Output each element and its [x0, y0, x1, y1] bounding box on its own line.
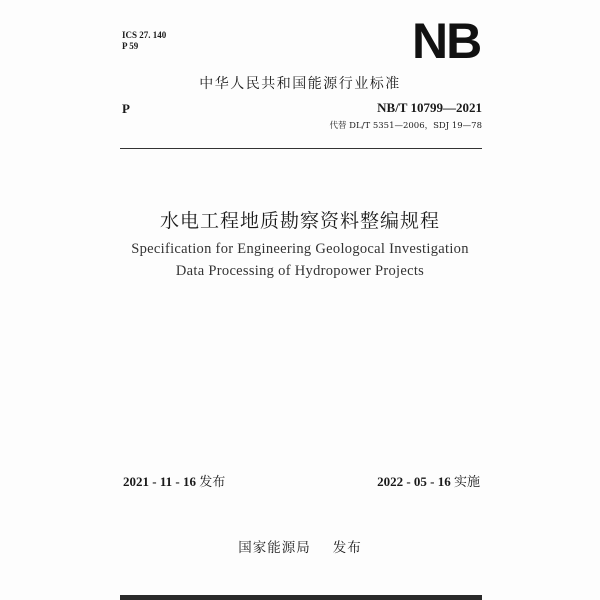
document-title-english-line2: Data Processing of Hydropower Projects: [175, 263, 425, 279]
implementation-label: 实施: [453, 475, 480, 490]
implementation-date: 2022 - 05 - 16: [377, 474, 451, 489]
publisher-line: [0, 536, 600, 556]
standard-category-title: 中华人民共和国能源行业标准: [199, 76, 401, 92]
implementation-date-block: [377, 471, 480, 490]
document-title-english-line1: Specification for Engineering Geologocal Investigation: [131, 241, 469, 257]
replaces-standards: 代替 DL/T 5351—2006，SDJ 19—78: [329, 121, 482, 131]
category-letter: P: [122, 101, 130, 116]
issue-date: 2021 - 11 - 16: [123, 474, 196, 489]
issue-label: 发布: [199, 475, 226, 490]
classification-codes: [122, 30, 166, 52]
header-divider: [120, 148, 482, 149]
issue-date-block: [123, 471, 225, 490]
publisher-name: 国家能源局: [238, 540, 311, 556]
ics-code: ICS 27. 140: [122, 30, 167, 40]
footer-bar: [120, 595, 482, 600]
ccs-code: P 59: [122, 41, 139, 51]
publish-label: 发布: [332, 540, 362, 556]
document-title-chinese: 水电工程地质勘察资料整编规程: [159, 210, 440, 232]
standard-number: NB/T 10799—2021: [377, 100, 482, 115]
nb-logo: NB: [412, 13, 481, 69]
